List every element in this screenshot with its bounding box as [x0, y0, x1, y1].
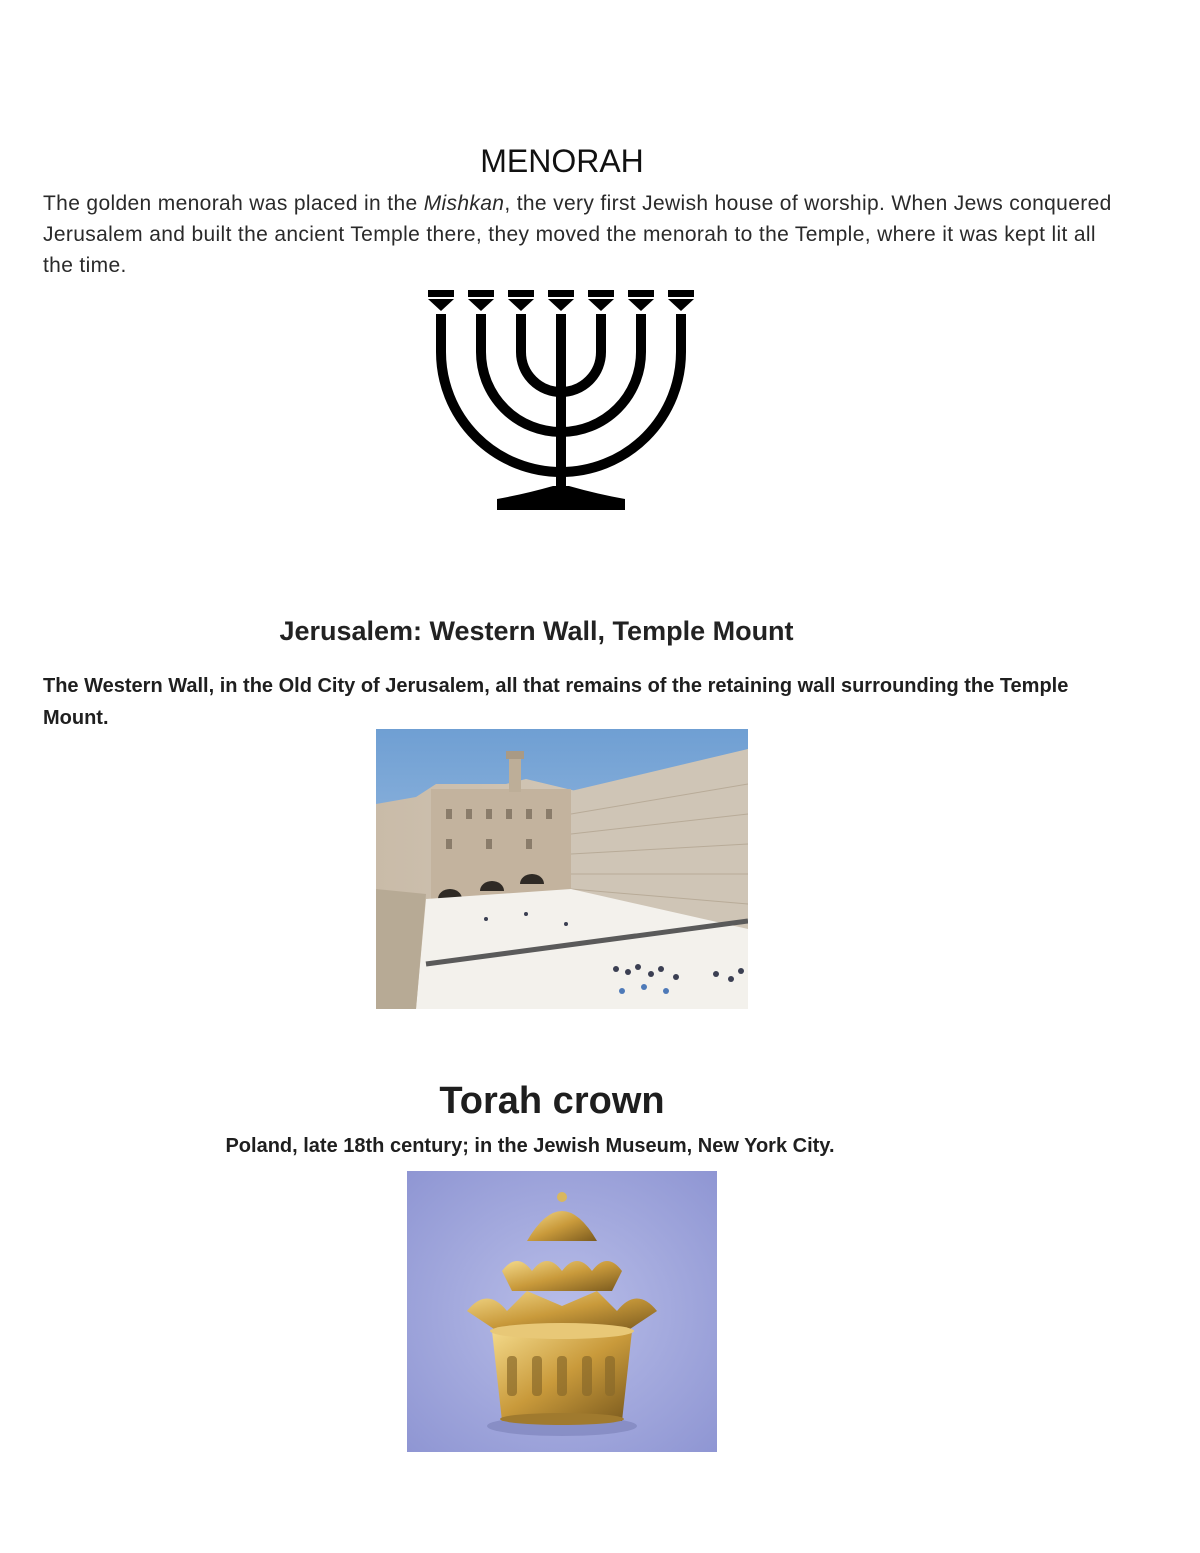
torah-crown-photo	[407, 1171, 717, 1452]
western-wall-photo	[376, 729, 748, 1009]
torah-crown-heading: Torah crown	[439, 1080, 665, 1122]
menorah-paragraph-end: , the very first Jewish house of worship. When Jews conquered Jerusalem and built the ancient Temple there, they moved the menorah to the Temple, where it was kept lit all the time.	[43, 192, 1112, 277]
menorah-heading: MENORAH	[480, 143, 644, 179]
menorah-icon	[425, 288, 697, 513]
menorah-paragraph-start: The golden menorah was placed in the	[43, 192, 424, 215]
mishkan-term: Mishkan	[423, 192, 505, 215]
western-wall-caption: The Western Wall, in the Old City of Jerusalem, all that remains of the retaining wall surrounding the Temple Mount.	[43, 675, 1069, 729]
western-wall-heading: Jerusalem: Western Wall, Temple Mount	[279, 616, 794, 646]
menorah-paragraph	[43, 188, 1123, 281]
torah-crown-caption: Poland, late 18th century; in the Jewish Museum, New York City.	[225, 1135, 835, 1157]
